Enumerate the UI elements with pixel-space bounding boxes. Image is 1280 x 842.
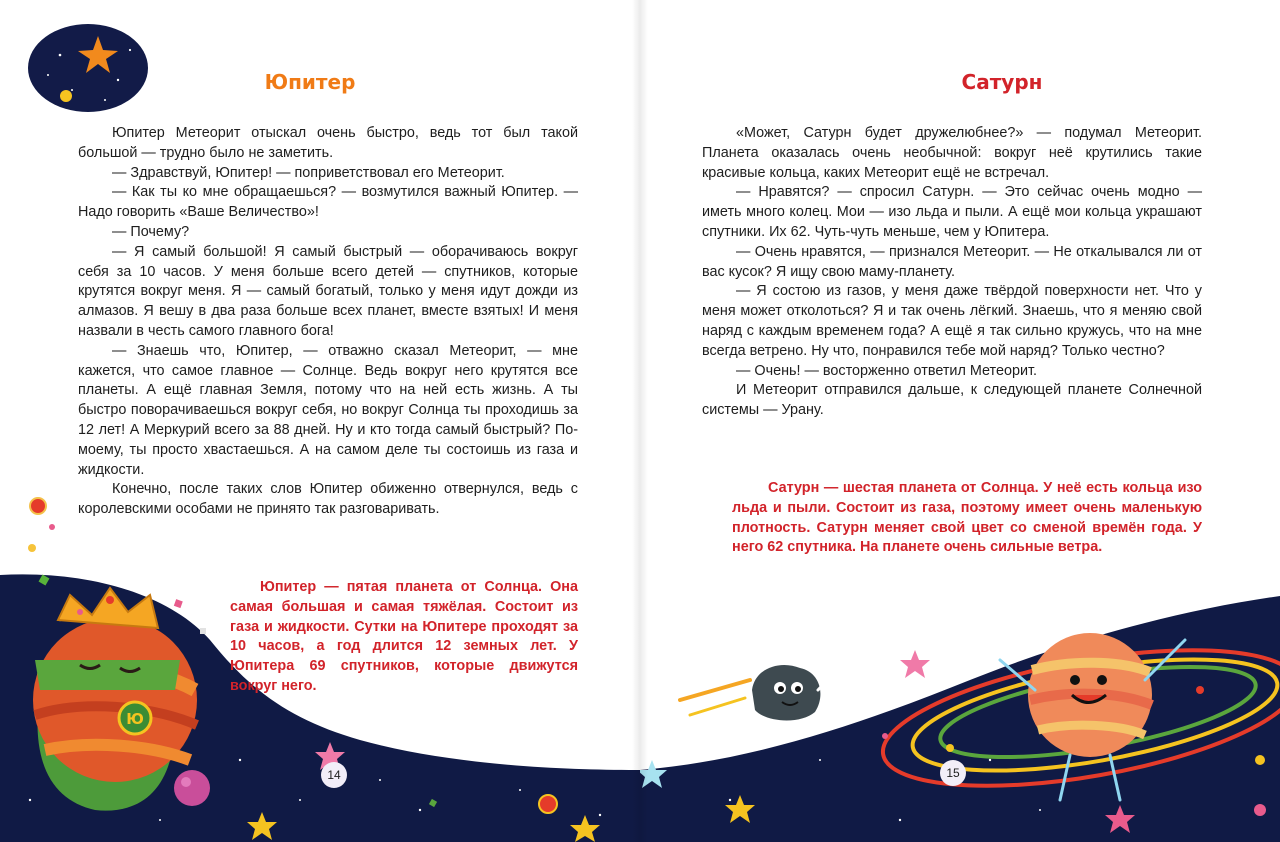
- right-page: [640, 0, 1280, 842]
- story-paragraph: Юпитер Метеорит отыскал очень быстро, ведь тот был такой большой — трудно было не заметить.: [78, 125, 578, 161]
- fact-box-saturn: [732, 479, 1202, 558]
- svg-text:Ю: Ю: [126, 710, 144, 728]
- story-paragraph: — Нравятся? — спросил Сатурн. — Это сейчас очень модно — иметь много колец. Мои — изо льда и пыли. А ещё мои кольца украшают спутники. Их 62. Чуть-чуть меньше, чем у Юпитера.: [702, 184, 1202, 240]
- fact-box-jupiter: Юпитер — пятая планета от Солнца. Она самая большая и самая тяжёлая. Состоит из газа и жидкости. Сутки на Юпитере проходят за 10 часов, а год длится 12 земных лет. У Юпитера 69 спутников, которые движутся вокруг него.: [230, 579, 578, 694]
- page-number-left: 14: [321, 762, 347, 788]
- page-title-saturn: Сатурн: [961, 70, 1043, 94]
- story-paragraph: — Я состою из газов, у меня даже твёрдой поверхности нет. Что у меня может отколоться? Я и так очень лёгкий. Знаешь, что я меняю свой наряд с каждым временем года? А ещё я так сильно кружусь, что на мне всегда ветрено. Ну что, понравился тебе мой наряд? Только честно?: [702, 283, 1202, 359]
- story-paragraph: — Я самый большой! Я самый быстрый — оборачиваюсь вокруг себя за 10 часов. У меня больше всего детей — спутников, которые крутятся вокруг меня. Я — самый богатый, только у меня идут дожди из алмазов. Я вешу в два раза больше всех планет, вместе взятых! И меня назвали в честь самого главного бога!: [78, 243, 578, 339]
- story-text-jupiter: [78, 124, 578, 520]
- page-title-jupiter: Юпитер: [264, 70, 356, 94]
- story-paragraph: «Может, Сатурн будет дружелюбнее?» — подумал Метеорит. Планета оказалась очень необычной: вокруг неё крутились такие красивые кольца, каких Метеорит ещё не встречал.: [702, 125, 1202, 181]
- story-paragraph: — Очень! — восторженно ответил Метеорит.: [736, 362, 1038, 379]
- pink-planet-icon: [174, 770, 210, 806]
- page-number-right: 15: [940, 760, 966, 786]
- story-paragraph: — Знаешь что, Юпитер, — отважно сказал Метеорит, — мне кажется, что самое главное — Солнце. Ведь вокруг него крутятся все планеты. А ещё главная Земля, потому что на ней есть жизнь. А ты быстро поворачиваешься вокруг себя, но вокруг Солнца ты проходишь за 12 лет! А Меркурий всего за 88 дней. Ну и кто тогда самый быстрый? По-моему, ты просто хвастаешься. А на самом деле ты состоишь из газа и жидкости.: [78, 342, 578, 478]
- fact-text: Сатурн — шестая планета от Солнца. У неё есть кольца изо льда и пыли. Состоит из газа, поэтому имеет очень маленькую плотность. Сатурн меняет свой цвет со сменой времён года. У него 62 спутника. На планете очень сильные ветра.: [732, 480, 1202, 556]
- story-paragraph: — Очень нравятся, — признался Метеорит. — Не откалывался ли от вас кусок? Я ищу свою маму-планету.: [702, 243, 1202, 280]
- meteorite-character: [752, 665, 835, 720]
- pink-star-icon: [900, 650, 930, 678]
- story-paragraph: — Как ты ко мне обращаешься? — возмутился важный Юпитер. — Надо говорить «Ваше Величество»!: [78, 184, 578, 221]
- red-dot-icon: [30, 498, 46, 514]
- story-paragraph: — Почему?: [112, 223, 190, 240]
- story-text-saturn: [702, 124, 1202, 421]
- story-paragraph: Конечно, после таких слов Юпитер обиженно отвернулся, ведь с королевскими особами не принято так разговаривать.: [78, 481, 578, 518]
- story-paragraph: И Метеорит отправился дальше, к следующей планете Солнечной системы — Урану.: [702, 382, 1202, 419]
- story-paragraph: — Здравствуй, Юпитер! — поприветствовал его Метеорит.: [112, 164, 505, 181]
- small-planet-icon: [60, 90, 72, 102]
